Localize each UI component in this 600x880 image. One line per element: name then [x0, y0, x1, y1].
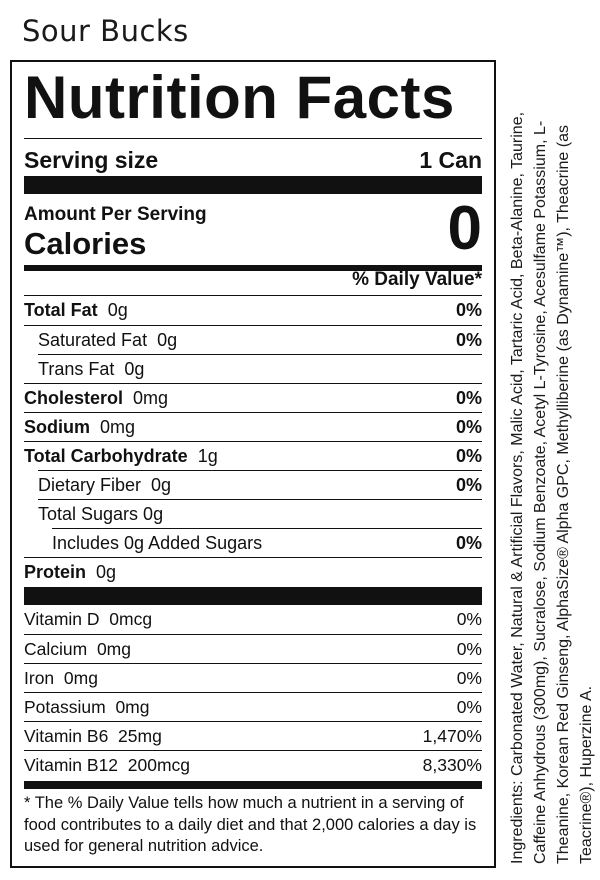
vitamin-dv: 0% — [456, 697, 482, 717]
nutrient-row-total-fat — [24, 296, 482, 325]
calories-value: 0 — [447, 194, 482, 263]
vitamin-name: Vitamin B6 — [24, 726, 109, 746]
nutrient-dv: 0% — [455, 388, 482, 408]
nutrient-row-dietary-fiber — [24, 471, 482, 500]
nutrient-dv: 0% — [455, 417, 482, 437]
vitamin-amount: 0mg — [96, 639, 131, 659]
vitamin-dv: 1,470% — [422, 726, 482, 746]
daily-value-header: % Daily Value* — [352, 269, 482, 290]
vitamin-name: Vitamin D — [24, 609, 100, 629]
nutrient-amount: 0g — [96, 562, 117, 582]
nutrient-name: Total Sugars 0g — [38, 504, 164, 524]
thick-divider — [24, 176, 482, 194]
vitamin-row-calcium — [24, 635, 482, 664]
nutrient-dv: 0% — [455, 475, 482, 495]
nutrient-name: Trans Fat — [38, 359, 115, 379]
daily-value-footnote: * The % Daily Value tells how much a nutrient in a serving of food contributes to a daily diet and that 2,000 calories a day is used for general nutrition advice. — [24, 794, 477, 855]
vitamin-dv: 0% — [456, 668, 482, 688]
product-name: Sour Bucks — [22, 14, 189, 48]
nutrient-row-sodium — [24, 413, 482, 442]
vitamin-name: Iron — [24, 668, 55, 688]
nutrient-name: Total Carbohydrate — [24, 446, 188, 466]
serving-size-value: 1 Can — [419, 146, 482, 173]
vitamin-row-potassium — [24, 693, 482, 722]
vitamin-row-vitamin-d — [24, 605, 482, 634]
vitamin-dv: 8,330% — [422, 755, 482, 775]
vitamin-amount: 200mcg — [127, 755, 191, 775]
nutrient-amount: 0g — [157, 330, 178, 350]
serving-size-row — [24, 144, 482, 176]
vitamin-dv: 0% — [456, 609, 482, 629]
vitamin-name: Calcium — [24, 639, 88, 659]
vitamin-amount: 25mg — [118, 726, 162, 746]
nutrient-name: Includes 0g Added Sugars — [52, 533, 263, 553]
divider — [24, 138, 482, 139]
nutrition-facts-title: Nutrition Facts — [24, 64, 455, 131]
nutrient-dv: 0% — [455, 300, 482, 320]
vitamin-amount: 0mg — [63, 668, 98, 688]
nutrient-amount: 0g — [151, 475, 172, 495]
nutrient-amount: 0g — [124, 359, 145, 379]
nutrient-name: Saturated Fat — [38, 330, 148, 350]
amount-per-serving-label: Amount Per Serving — [24, 204, 207, 225]
nutrient-dv: 0% — [455, 330, 482, 350]
vitamin-row-iron — [24, 664, 482, 693]
vitamin-row-vitamin-b12 — [24, 751, 482, 780]
nutrient-row-cholesterol — [24, 384, 482, 413]
nutrient-name: Protein — [24, 562, 87, 582]
nutrient-row-trans-fat — [24, 355, 482, 384]
nutrient-row-saturated-fat — [24, 326, 482, 355]
nutrient-name: Total Fat — [24, 300, 98, 320]
medium-divider — [24, 781, 482, 789]
nutrient-name: Dietary Fiber — [38, 475, 142, 495]
nutrient-row-protein — [24, 558, 482, 587]
vitamin-dv: 0% — [456, 639, 482, 659]
ingredients-text: Ingredients: Carbonated Water, Natural & Artificial Flavors, Malic Acid, Tartaric Acid, Beta-Alanine, Taurine, Caffeine Anhydrous (300mg), Sucralose, Sodium Benzoate, Acetyl L-Tyrosine, Acesulfame Potassium, L-Theanine, Korean Red Ginseng, AlphaSize® Alpha GPC, Methylliberine (as Dynamine™), Theacrine (as Teacrine®), Huperzine A. — [509, 111, 595, 864]
nutrient-row-total-sugars — [24, 500, 482, 529]
nutrient-row-added-sugars — [24, 529, 482, 558]
nutrition-facts-panel — [10, 60, 496, 868]
nutrient-dv: 0% — [455, 533, 482, 553]
nutrient-row-total-carbohydrate — [24, 442, 482, 471]
nutrition-facts-content — [24, 62, 482, 866]
vitamin-amount: 0mcg — [109, 609, 153, 629]
nutrient-dv: 0% — [455, 446, 482, 466]
vitamin-amount: 0mg — [115, 697, 150, 717]
vitamin-name: Potassium — [24, 697, 106, 717]
nutrient-name: Sodium — [24, 417, 90, 437]
serving-size-label: Serving size — [24, 146, 159, 173]
vitamin-name: Vitamin B12 — [24, 755, 119, 775]
vitamin-row-vitamin-b6 — [24, 722, 482, 751]
calories-label: Calories — [24, 226, 147, 261]
thick-divider — [24, 587, 482, 605]
ingredients-panel — [500, 60, 596, 868]
nutrient-amount: 0g — [107, 300, 128, 320]
nutrient-amount: 0mg — [133, 388, 169, 408]
nutrient-amount: 1g — [197, 446, 218, 466]
nutrient-amount: 0mg — [100, 417, 136, 437]
nutrient-name: Cholesterol — [24, 388, 124, 408]
